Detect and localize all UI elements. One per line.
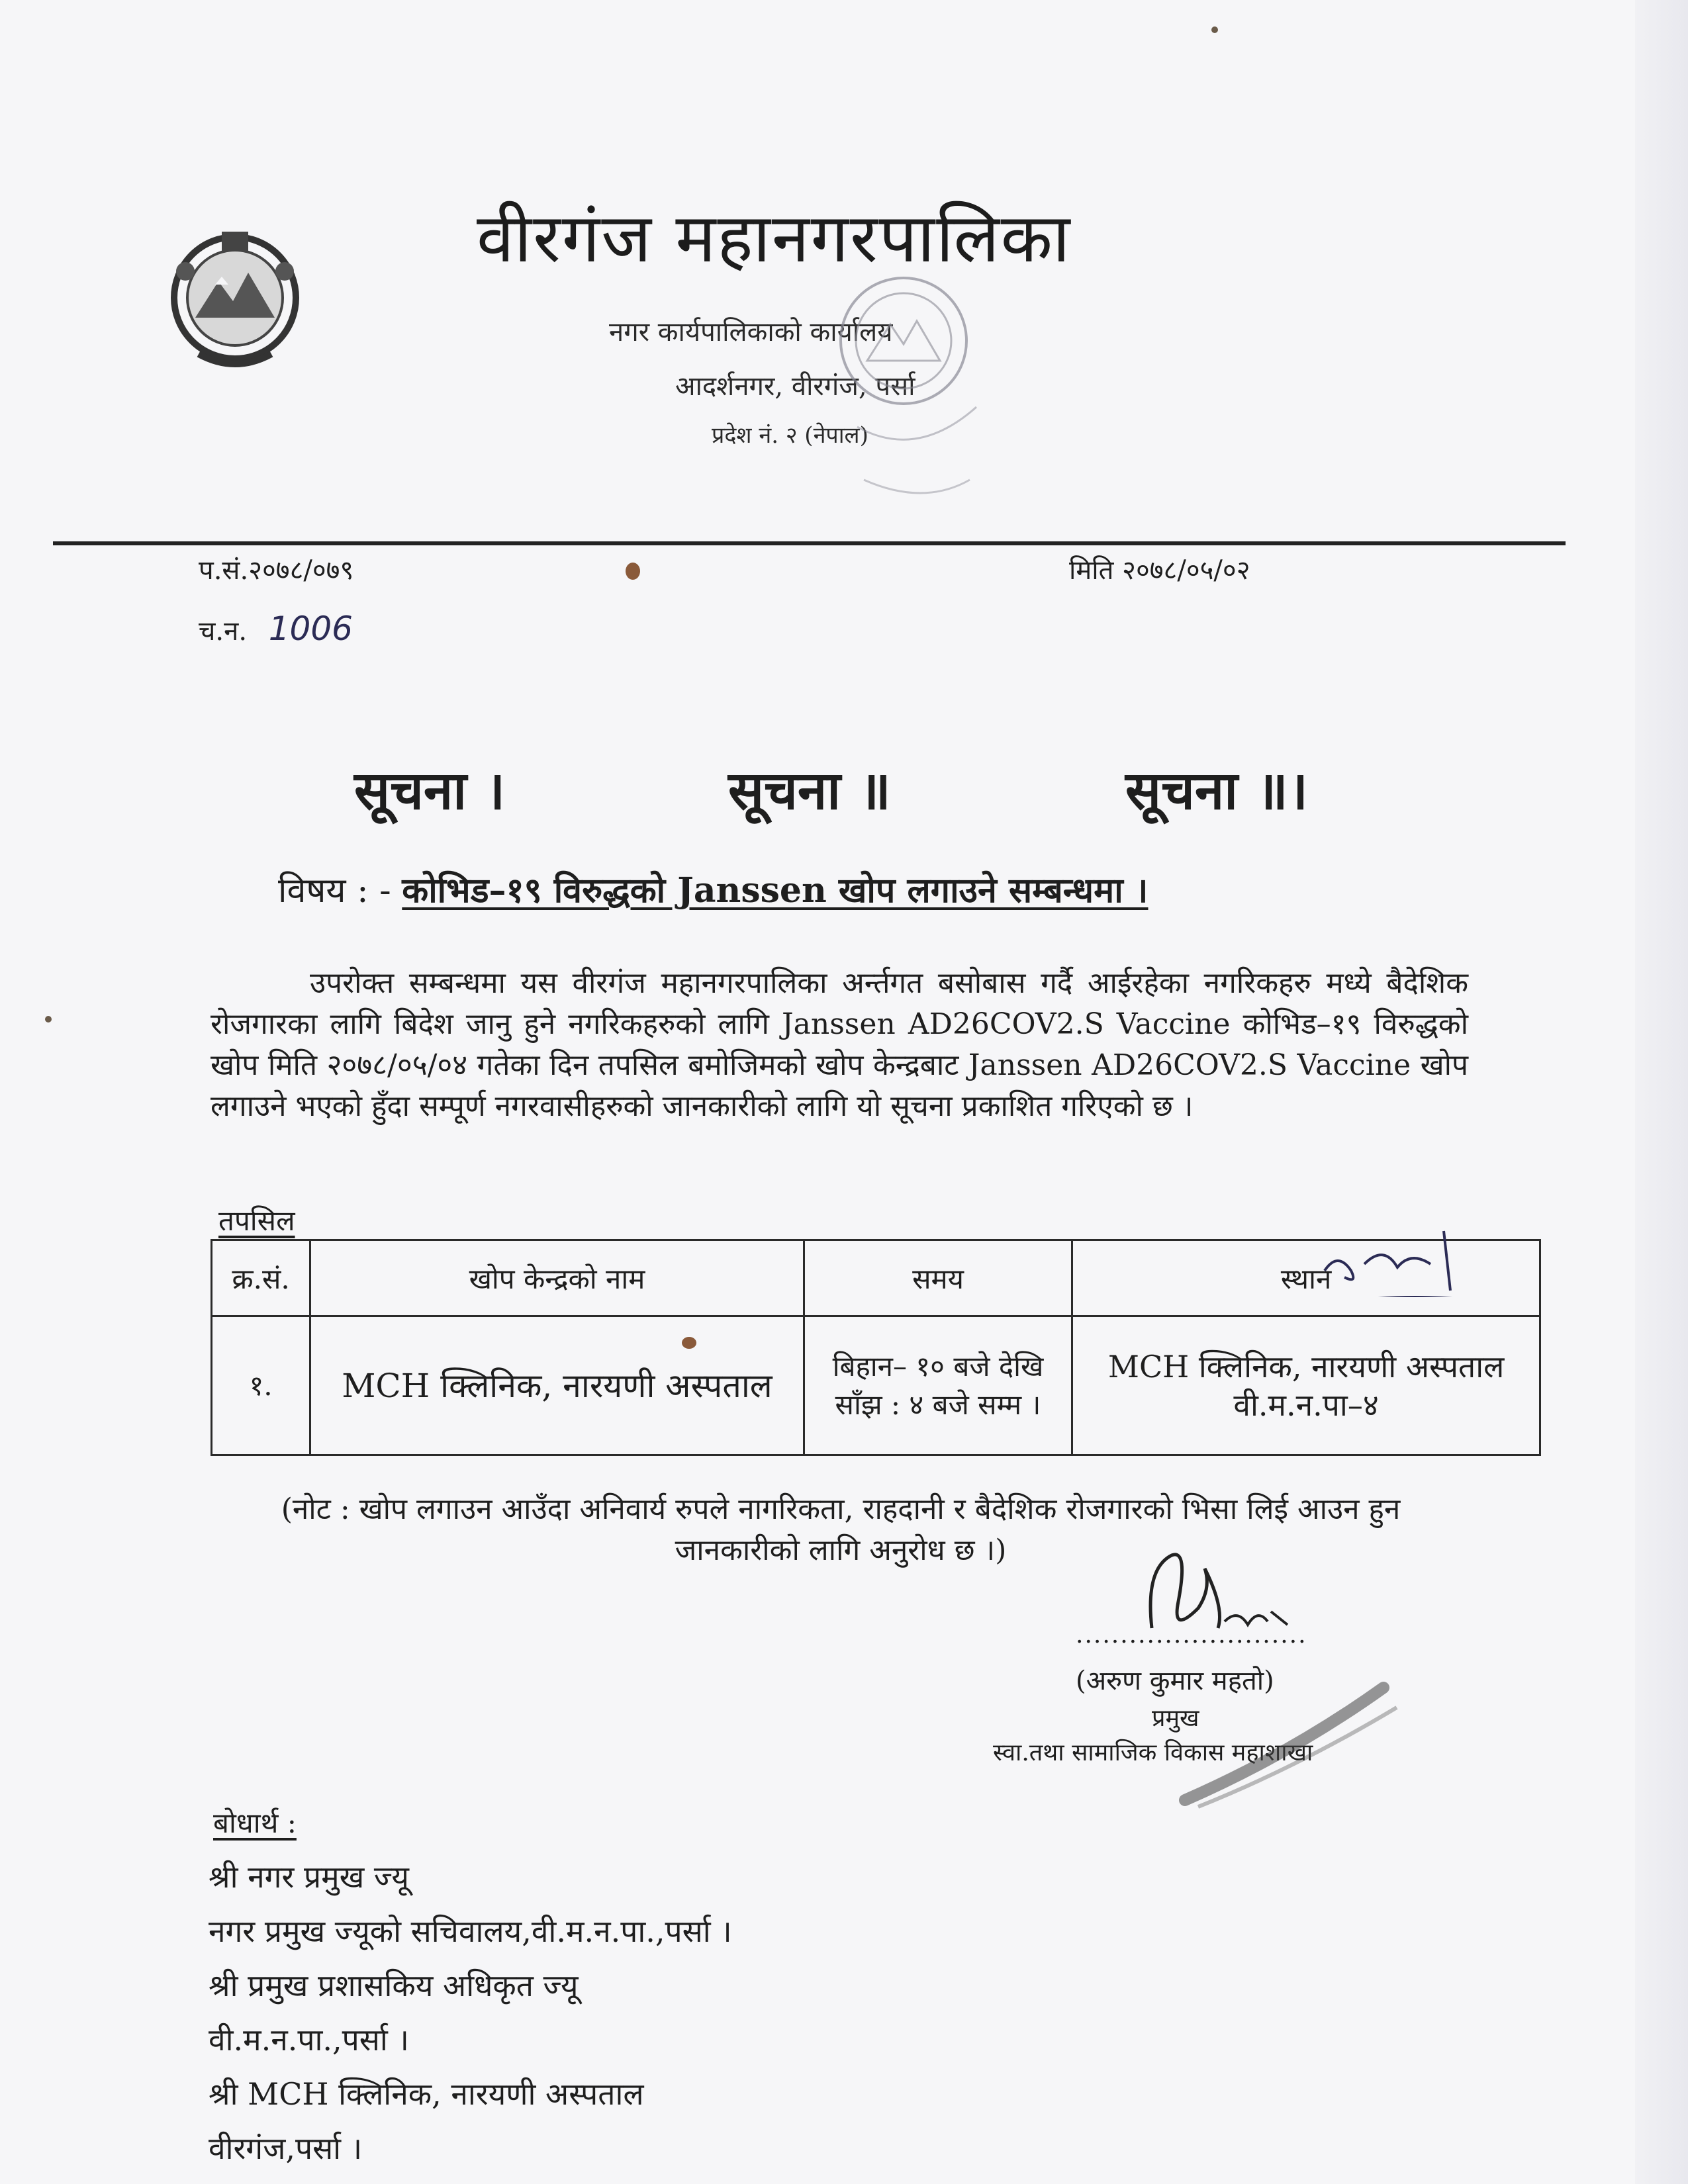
notice-heading-1: सूचना । [354,759,506,821]
dispatch-number-row [199,609,353,649]
header-place-label: स्थान [1280,1262,1332,1295]
dispatch-number: 1006 [268,610,353,648]
header-serial: क्र.सं. [212,1240,310,1316]
cell-place: MCH क्लिनिक, नारयणी अस्पताल वी.म.न.पा–४ [1072,1316,1540,1455]
note-text: (नोट : खोप लगाउन आउँदा अनिवार्य रुपले नागरिकता, राहदानी र बैदेशिक रोजगारको भिसा लिई आउन हुन जानकारीको लागि अनुरोध छ ।) [281,1492,1401,1567]
scan-speck [626,563,640,580]
scan-speck [682,1337,696,1349]
cc-recipient: श्री नगर प्रमुख ज्यू [209,1859,409,1895]
handwritten-annotation-mark [1318,1224,1490,1297]
signer-name: (अरुण कुमार महतो) [1076,1666,1274,1696]
table-row [212,1316,1540,1455]
cc-recipient: वीरगंज,पर्सा । [209,2130,363,2166]
cell-time: बिहान– १० बजे देखि साँझ : ४ बजे सम्म । [804,1316,1072,1455]
letterhead-divider [53,541,1566,545]
authorized-stamp [1172,1674,1410,1820]
office-name: नगर कार्यपालिकाको कार्यालय [609,317,893,347]
letter-number: प.सं.२०७८/०७९ [199,555,354,586]
header-time: समय [804,1240,1072,1316]
scan-speck [1211,26,1218,33]
table-header-row [212,1240,1540,1316]
dispatch-label: च.न. [199,616,248,647]
notice-heading-3: सूचना ॥। [1125,759,1309,821]
signature-dots: .......................... [1076,1621,1307,1649]
signer-branch: स्वा.तथा सामाजिक विकास महाशाखा [993,1739,1313,1766]
header-center-name: खोप केन्द्रको नाम [310,1240,804,1316]
cc-recipient: नगर प्रमुख ज्यूको सचिवालय,वी.म.न.पा.,पर्सा । [209,1913,732,1949]
cc-recipient: वी.म.न.पा.,पर्सा । [209,2022,409,2058]
letter-date: मिति २०७८/०५/०२ [1069,555,1250,586]
cell-center-name: MCH क्लिनिक, नारयणी अस्पताल [310,1316,804,1455]
details-label: तपसिल [218,1205,295,1237]
subject-label: विषय : - [278,871,391,911]
municipality-title: वीरगंज महानगरपालिका [477,199,1072,278]
cc-recipient: श्री प्रमुख प्रशासकिय अधिकृत ज्यू [209,1968,579,2003]
office-province: प्रदेश नं. २ (नेपाल) [712,422,868,449]
notice-heading-2: सूचना ॥ [728,759,891,821]
signer-role: प्रमुख [1152,1705,1199,1732]
scan-page-edge [1635,0,1688,2184]
notice-body: उपरोक्त सम्बन्धमा यस वीरगंज महानगरपालिका अर्न्तगत बसोबास गर्दै आईरहेका नगरिकहरु मध्ये बैदेशिक रोजगारका लागि बिदेश जानु हुने नगरिकहरुको लागि Janssen AD26COV2.S Vaccine कोभिड–१९ विरुद्धको खोप मिति २०७८/०५/०४ गतेका दिन तपसिल बमोजिमको खोप केन्द्रबाट Janssen AD26COV2.S Vaccine खोप लगाउने भएको हुँदा सम्पूर्ण नगरवासीहरुको जानकारीको लागि यो सूचना प्रकाशित गरिएको छ । [211,966,1468,1123]
office-seal-stamp [804,261,1016,539]
subject-line [278,870,1149,911]
cc-recipient: श्री MCH क्लिनिक, नारयणी अस्पताल [209,2076,644,2112]
header-place [1072,1240,1540,1316]
vaccination-schedule-table [211,1239,1541,1456]
cc-recipient-list [209,1850,732,2175]
cell-serial: १. [212,1316,310,1455]
office-address: आदर्शनगर, वीरगंज, पर्सा [675,371,915,402]
scan-speck [45,1016,52,1023]
nepal-emblem-icon [159,212,311,377]
subject-text: कोभिड–१९ विरुद्धको Janssen खोप लगाउने सम्बन्धमा । [402,870,1149,911]
cc-heading: बोधार्थ : [213,1807,297,1839]
